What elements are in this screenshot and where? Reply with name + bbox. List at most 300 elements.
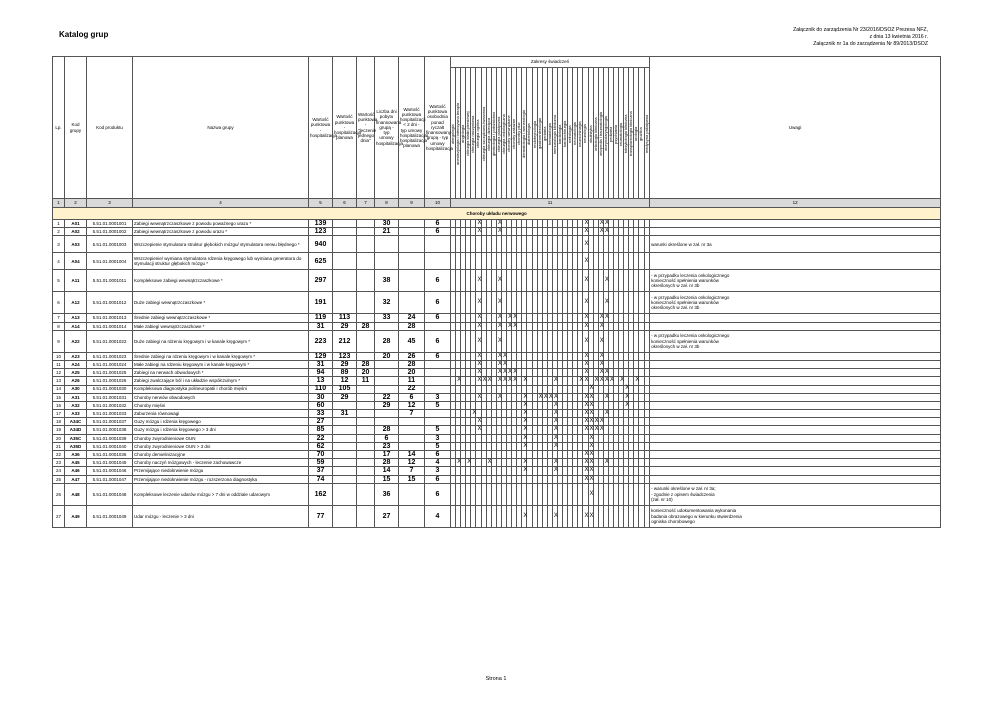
zakres-mark: X — [584, 228, 589, 235]
zakres-mark: X — [508, 377, 513, 384]
cell-w5: 31 — [309, 322, 333, 330]
cell-uwagi — [650, 360, 941, 368]
cell-nazwa-grupy: Małe zabiegi na rdzeniu kręgowym i w kanale kręgowym * — [133, 360, 309, 368]
cell-w6: 89 — [333, 369, 357, 377]
column-number: 9 — [399, 199, 425, 208]
cell-nazwa-grupy: Kompleksowe zabiegi wewnątrzczaszkowe * — [133, 270, 309, 292]
cell-lp: 20 — [53, 434, 65, 442]
cell-w9: 28 — [399, 322, 425, 330]
zakres-mark: X — [589, 401, 594, 408]
zakres-mark: X — [599, 360, 604, 367]
cell-w8 — [375, 385, 399, 393]
cell-lp: 23 — [53, 459, 65, 467]
cell-uwagi — [650, 253, 941, 270]
cell-nazwa-grupy: Duże zabiegi wewnątrzczaszkowe * — [133, 292, 309, 314]
cell-nazwa-grupy: Choroby nerwów obwodowych — [133, 393, 309, 401]
cell-w5: 31 — [309, 360, 333, 368]
cell-w6: 105 — [333, 385, 357, 393]
cell-kod-grupy: A25 — [65, 369, 87, 377]
zakres-mark: X — [584, 352, 589, 359]
zakres-mark: X — [589, 385, 594, 392]
zakres-mark: X — [487, 377, 492, 384]
cell-w5: 162 — [309, 483, 333, 505]
cell-lp: 2 — [53, 228, 65, 236]
cell-w7 — [357, 505, 375, 527]
cell-w6 — [333, 401, 357, 409]
cell-uwagi — [650, 451, 941, 459]
column-number-row — [53, 199, 941, 208]
cell-nazwa-grupy: Przemijające niedokrwienie mózgu - rozszerzona diagnostyka — [133, 475, 309, 483]
section-row — [53, 208, 941, 220]
column-number: 6 — [333, 199, 357, 208]
cell-kod-grupy: A04 — [65, 253, 87, 270]
cell-w6 — [333, 418, 357, 426]
header-w8: Liczba dni pobytu finansowana grupą - typ umowy hospitalizacja — [375, 57, 399, 199]
zakres-label: transplantologia kliniczna — [628, 111, 634, 157]
cell-w6 — [333, 467, 357, 475]
cell-w9: 22 — [399, 385, 425, 393]
cell-w10: 6 — [425, 270, 451, 292]
uwagi-line: konieczność spełnienia warunków — [651, 300, 719, 306]
cell-nazwa-grupy: Zaburzenia równowagi — [133, 410, 309, 418]
cell-w9 — [399, 505, 425, 527]
header-w6: Wartość punktowa - hospitalizacja planowa — [333, 57, 357, 199]
cell-kod-produktu: 5.51.01.0001013 — [87, 314, 133, 322]
zakres-label: choroby płuc — [516, 122, 522, 146]
zakres-mark: X — [625, 385, 630, 392]
zakres-mark: X — [584, 360, 589, 367]
uwagi-line: konieczność udokumentowania wykonania — [651, 508, 737, 514]
cell-w6 — [333, 228, 357, 236]
zakres-mark: X — [477, 393, 482, 400]
cell-lp: 17 — [53, 410, 65, 418]
zakres-mark: X — [508, 314, 513, 321]
zakres-label: angiologia — [460, 124, 466, 144]
cell-w10: 6 — [425, 220, 451, 228]
cell-w7 — [357, 418, 375, 426]
zakres-mark: X — [477, 352, 482, 359]
cell-kod-produktu: 5.51.01.0001045 — [87, 459, 133, 467]
cell-kod-grupy: A33 — [65, 410, 87, 418]
zakres-mark: X — [589, 418, 594, 425]
cell-w10: 4 — [425, 505, 451, 527]
zakres-mark: X — [502, 360, 507, 367]
cell-w8 — [375, 418, 399, 426]
cell-w5: 123 — [309, 228, 333, 236]
zakres-label: gastroenterologia — [536, 118, 542, 150]
zakres-mark: X — [513, 369, 518, 376]
uwagi-line: - w przypadku leczenia onkologicznego — [651, 295, 730, 301]
group-catalog-table — [52, 56, 941, 528]
zakres-mark: X — [477, 322, 482, 329]
cell-w6 — [333, 475, 357, 483]
cell-w10 — [425, 385, 451, 393]
uwagi-line: konieczność spełnienia warunków — [651, 338, 719, 344]
table-row — [53, 505, 941, 527]
cell-w6: 12 — [333, 377, 357, 385]
zakres-mark: X — [497, 360, 502, 367]
cell-kod-grupy: A35D — [65, 442, 87, 450]
cell-nazwa-grupy: Choroby demielinizacyjne — [133, 451, 309, 459]
cell-kod-grupy: A26 — [65, 377, 87, 385]
cell-lp: 8 — [53, 322, 65, 330]
cell-lp: 18 — [53, 418, 65, 426]
cell-kod-grupy: A32 — [65, 401, 87, 409]
cell-w10 — [425, 253, 451, 270]
cell-w9: 12 — [399, 401, 425, 409]
cell-w7 — [357, 236, 375, 253]
cell-w7 — [357, 401, 375, 409]
cell-w7 — [357, 352, 375, 360]
zakres-label: choroby wewnętrzne — [506, 115, 512, 153]
cell-w8 — [375, 377, 399, 385]
cell-w8: 15 — [375, 475, 399, 483]
zakres-label: choroby zakaźne — [511, 118, 517, 150]
cell-w9: 28 — [399, 360, 425, 368]
cell-w10: 6 — [425, 228, 451, 236]
zakres-label: ginekologia i położnictwo — [490, 111, 496, 157]
zakres-mark: X — [476, 330, 481, 352]
zakres-mark: X — [476, 292, 481, 314]
zakres-mark: X — [589, 426, 594, 433]
cell-kod-produktu: 5.51.01.0001048 — [87, 483, 133, 505]
cell-w8: 28 — [375, 459, 399, 467]
cell-lp: 13 — [53, 377, 65, 385]
cell-w6: 31 — [333, 410, 357, 418]
table-row — [53, 475, 941, 483]
zakres-mark: X — [548, 393, 553, 400]
cell-w5: 60 — [309, 401, 333, 409]
zakres-mark: X — [599, 314, 604, 321]
cell-w5: 139 — [309, 220, 333, 228]
cell-w6: 29 — [333, 360, 357, 368]
cell-uwagi — [650, 442, 941, 450]
zakres-mark: X — [553, 467, 558, 474]
cell-w8: 17 — [375, 451, 399, 459]
cell-w10: 3 — [425, 393, 451, 401]
cell-w6 — [333, 236, 357, 253]
cell-kod-produktu: 5.51.01.0001047 — [87, 475, 133, 483]
zakres-label: chirurgia dziecięca — [485, 117, 491, 151]
ref-line: Załącznik nr 1a do zarządzenia Nr 89/2013/DSOZ — [813, 41, 928, 47]
cell-w5: 37 — [309, 467, 333, 475]
cell-w8: 20 — [375, 352, 399, 360]
cell-uwagi — [650, 236, 941, 253]
zakres-mark: X — [553, 410, 558, 417]
zakres-mark: X — [497, 369, 502, 376]
cell-w6: 123 — [333, 352, 357, 360]
cell-w8: 27 — [375, 505, 399, 527]
cell-w6 — [333, 270, 357, 292]
cell-kod-produktu: 5.51.01.0001001 — [87, 220, 133, 228]
zakres-mark: X — [635, 377, 640, 384]
cell-w9 — [399, 483, 425, 505]
table-row — [53, 228, 941, 236]
cell-w9 — [399, 236, 425, 253]
cell-w9: 24 — [399, 314, 425, 322]
zakres-mark: X — [523, 426, 528, 433]
zakres-mark: X — [589, 393, 594, 400]
column-number: 11 — [451, 199, 650, 208]
column-number: 8 — [375, 199, 399, 208]
cell-kod-produktu: 5.51.01.0001049 — [87, 505, 133, 527]
cell-uwagi — [650, 292, 941, 314]
zakres-mark: X — [583, 253, 588, 270]
cell-nazwa-grupy: Zabiegi wewnątrzczaszkowe z powodu urazu * — [133, 228, 309, 236]
cell-w7 — [357, 330, 375, 352]
cell-kod-produktu: 5.51.01.0001022 — [87, 330, 133, 352]
cell-nazwa-grupy: Kompleksowa diagnostyka polineuropatii i chorób mięśni — [133, 385, 309, 393]
cell-w8 — [375, 253, 399, 270]
zakres-mark: X — [584, 377, 589, 384]
cell-kod-produktu: 5.51.01.0001026 — [87, 377, 133, 385]
cell-kod-produktu: 5.51.01.0001037 — [87, 418, 133, 426]
cell-w8: 30 — [375, 220, 399, 228]
header-zakresy: Zakresy świadczeń — [451, 57, 650, 68]
cell-w9: 15 — [399, 475, 425, 483]
cell-w7 — [357, 270, 375, 292]
cell-w10: 5 — [425, 442, 451, 450]
cell-w8 — [375, 369, 399, 377]
cell-w5: 13 — [309, 377, 333, 385]
cell-uwagi — [650, 220, 941, 228]
cell-w9: 20 — [399, 369, 425, 377]
zakres-mark: X — [604, 459, 609, 466]
cell-lp: 26 — [53, 483, 65, 505]
cell-nazwa-grupy: Średnie zabiegi wewnątrzczaszkowe * — [133, 314, 309, 322]
cell-lp: 4 — [53, 253, 65, 270]
cell-w5: 77 — [309, 505, 333, 527]
table-row — [53, 434, 941, 442]
zakres-mark: X — [589, 459, 594, 466]
zakres-mark: X — [584, 322, 589, 329]
cell-kod-produktu: 5.51.01.0001012 — [87, 292, 133, 314]
cell-nazwa-grupy: Choroby naczyń mózgowych - leczenie zachowawcze — [133, 459, 309, 467]
column-number: 12 — [650, 199, 941, 208]
cell-lp: 24 — [53, 467, 65, 475]
cell-w10: 6 — [425, 314, 451, 322]
zakres-mark: X — [553, 393, 558, 400]
zakres-label: neurochirurgia — [577, 121, 583, 147]
cell-kod-produktu: 5.51.01.0001036 — [87, 451, 133, 459]
cell-kod-grupy: A14 — [65, 322, 87, 330]
header-w5: Wartość punktowa - hospitalizacja — [309, 57, 333, 199]
zakres-mark: X — [599, 426, 604, 433]
cell-uwagi — [650, 505, 941, 527]
uwagi-line: określonych w zał. nr 3b — [651, 305, 700, 311]
zakres-mark: X — [584, 314, 589, 321]
zakres-mark: X — [508, 322, 513, 329]
zakres-mark: X — [599, 219, 604, 226]
zakres-mark: X — [604, 410, 609, 417]
cell-kod-produktu: 5.51.01.0001002 — [87, 228, 133, 236]
cell-kod-produktu: 5.51.01.0001030 — [87, 385, 133, 393]
zakres-mark: X — [523, 459, 528, 466]
section-title: Choroby układu nerwowego — [53, 208, 941, 220]
cell-kod-grupy: A11 — [65, 270, 87, 292]
cell-lp: 15 — [53, 393, 65, 401]
zakres-mark: X — [477, 426, 482, 433]
cell-w10 — [425, 360, 451, 368]
zakres-label: kardiochirurgia — [562, 120, 568, 148]
uwagi-line: - w przypadku leczenia onkologicznego — [651, 273, 730, 279]
zakres-mark: X — [594, 426, 599, 433]
zakres-mark: X — [476, 270, 481, 292]
cell-w6 — [333, 505, 357, 527]
zakres-mark: X — [589, 434, 594, 441]
zakres-mark: X — [603, 270, 608, 292]
cell-nazwa-grupy: Choroby zwyrodnieniowe OUN — [133, 434, 309, 442]
cell-kod-grupy: A46 — [65, 467, 87, 475]
zakres-mark: X — [543, 393, 548, 400]
zakres-mark: X — [553, 426, 558, 433]
cell-lp: 19 — [53, 426, 65, 434]
cell-w9: 45 — [399, 330, 425, 352]
cell-kod-produktu: 5.51.01.0001023 — [87, 352, 133, 360]
zakres-mark: X — [496, 270, 501, 292]
zakres-mark: X — [467, 459, 472, 466]
zakres-label: diabetologia — [526, 123, 532, 145]
header-kod-grupy: Kod grupy — [65, 57, 87, 199]
column-number: 5 — [309, 199, 333, 208]
zakres-mark: X — [583, 292, 588, 314]
zakres-label: neurologia — [582, 124, 588, 144]
zakres-mark: X — [523, 410, 528, 417]
zakres-mark: X — [589, 450, 594, 457]
column-number: 2 — [65, 199, 87, 208]
cell-w9: 14 — [399, 451, 425, 459]
header-w10: Wartość punktowa osobodnia ponad ryczałt finansowany grupą - typ umowy hospitalizacja — [425, 57, 451, 199]
cell-uwagi — [650, 322, 941, 330]
zakres-mark: X — [502, 369, 507, 376]
cell-w6: 212 — [333, 330, 357, 352]
column-number: 3 — [87, 199, 133, 208]
cell-kod-grupy: A48 — [65, 483, 87, 505]
cell-kod-produktu: 5.51.01.0001024 — [87, 360, 133, 368]
zakres-header — [644, 68, 650, 199]
cell-w5: 22 — [309, 434, 333, 442]
cell-uwagi — [650, 369, 941, 377]
table-row — [53, 314, 941, 322]
header-nazwa-grupy: Nazwa grupy — [133, 57, 309, 199]
cell-lp: 21 — [53, 442, 65, 450]
cell-lp: 7 — [53, 314, 65, 322]
zakres-mark: X — [457, 459, 462, 466]
zakres-mark: X — [589, 467, 594, 474]
uwagi-line: badania obrazowego w kierunku stwierdzenia — [651, 513, 742, 519]
cell-kod-grupy: A01 — [65, 220, 87, 228]
cell-w7 — [357, 393, 375, 401]
cell-w7 — [357, 253, 375, 270]
cell-nazwa-grupy: Choroby zwyrodnieniowe OUN > 3 dni — [133, 442, 309, 450]
cell-nazwa-grupy: Zabiegi na nerwach obwodowych * — [133, 369, 309, 377]
cell-w7: 11 — [357, 377, 375, 385]
zakres-label: chirurgia onkologiczna — [500, 114, 506, 154]
zakres-label: medycyna paliatywna — [643, 114, 649, 154]
cell-kod-grupy: A34D — [65, 426, 87, 434]
cell-w10: 6 — [425, 352, 451, 360]
zakres-mark: X — [584, 467, 589, 474]
zakres-mark: X — [497, 219, 502, 226]
zakres-mark: X — [497, 377, 502, 384]
cell-uwagi — [650, 330, 941, 352]
cell-w7 — [357, 220, 375, 228]
document-title: Katalog grup — [59, 30, 109, 39]
table-row — [53, 467, 941, 475]
cell-kod-produktu: 5.51.01.0001032 — [87, 401, 133, 409]
cell-w10: 5 — [425, 426, 451, 434]
cell-w5: 223 — [309, 330, 333, 352]
cell-w7 — [357, 292, 375, 314]
zakres-label: pediatria — [607, 126, 613, 142]
zakres-mark: X — [584, 410, 589, 417]
cell-w5: 191 — [309, 292, 333, 314]
cell-w10: 6 — [425, 451, 451, 459]
cell-w6 — [333, 442, 357, 450]
zakres-mark: X — [513, 314, 518, 321]
cell-w10: 6 — [425, 292, 451, 314]
cell-w5: 59 — [309, 459, 333, 467]
cell-kod-produktu: 5.51.01.0001003 — [87, 236, 133, 253]
uwagi-line: - warunki określone w zał. nr 3a; — [651, 486, 716, 492]
cell-uwagi — [650, 418, 941, 426]
cell-w8: 33 — [375, 314, 399, 322]
zakres-label: toksykologia kliniczna — [623, 114, 629, 154]
zakres-mark: X — [477, 377, 482, 384]
zakres-label: chirurgia ogólna — [475, 119, 481, 149]
cell-w6 — [333, 292, 357, 314]
zakres-mark: X — [523, 434, 528, 441]
header-w9: Wartość punktowa hospitalizacji < 2 dni - typ umowy hospitalizacja/ hospitalizacja planowa — [399, 57, 425, 199]
cell-w6 — [333, 434, 357, 442]
cell-w10: 6 — [425, 483, 451, 505]
cell-lp: 27 — [53, 505, 65, 527]
cell-w9 — [399, 442, 425, 450]
table-row — [53, 451, 941, 459]
zakres-mark: X — [496, 292, 501, 314]
cell-w6: 29 — [333, 393, 357, 401]
cell-w9 — [399, 434, 425, 442]
zakres-mark: X — [584, 401, 589, 408]
cell-nazwa-grupy: Przemijające niedokrwienie mózgu — [133, 467, 309, 475]
cell-w5: 940 — [309, 236, 333, 253]
uwagi-line: określonych w zał. nr 3b — [651, 343, 700, 349]
cell-w7 — [357, 410, 375, 418]
cell-uwagi — [650, 459, 941, 467]
cell-kod-produktu: 5.51.01.0001031 — [87, 393, 133, 401]
zakres-mark: X — [482, 377, 487, 384]
cell-nazwa-grupy: Kompleksowe leczenie udarów mózgu > 7 dni w oddziale udarowym — [133, 483, 309, 505]
uwagi-line: konieczność spełnienia warunków — [651, 278, 719, 284]
cell-kod-produktu: 5.51.01.0001033 — [87, 410, 133, 418]
cell-w8 — [375, 360, 399, 368]
zakres-mark: X — [583, 505, 588, 527]
cell-nazwa-grupy: Wszczepienie stymulatora struktur głębokich mózgu/ stymulatora nerwu błędnego * — [133, 236, 309, 253]
table-row — [53, 236, 941, 253]
cell-kod-produktu: 5.51.01.0001040 — [87, 442, 133, 450]
zakres-label: ortopedia i traumatologia — [597, 111, 603, 157]
zakres-mark: X — [502, 352, 507, 359]
cell-w9: 26 — [399, 352, 425, 360]
cell-w5: 625 — [309, 253, 333, 270]
cell-w9 — [399, 292, 425, 314]
zakres-mark: X — [589, 442, 594, 449]
cell-uwagi — [650, 410, 941, 418]
zakres-label: endokrynologia — [531, 120, 537, 148]
cell-w5: 85 — [309, 426, 333, 434]
zakres-label: okulistyka — [587, 125, 593, 143]
zakres-label: chirurgia szczękowo-twarzowa — [480, 106, 486, 162]
